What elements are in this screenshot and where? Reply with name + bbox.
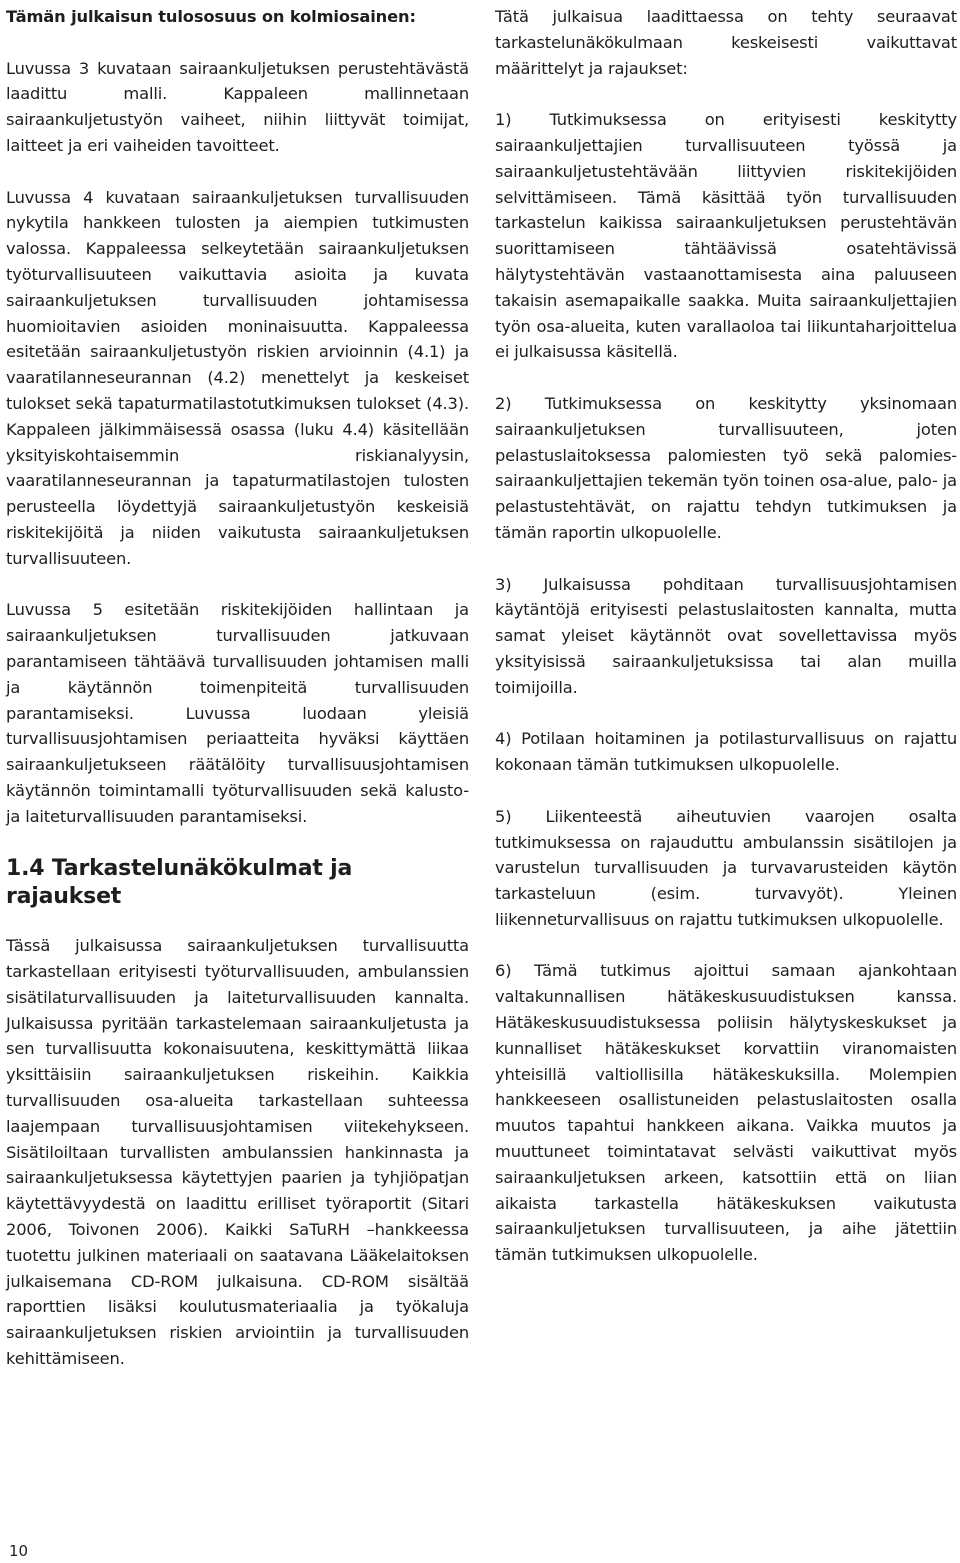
list-item: 4) Potilaan hoitaminen ja potilasturvallisuus on rajattu kokonaan tämän tutkimuksen ulkopuolelle. [495, 729, 957, 775]
page-number: 10 [9, 1542, 29, 1560]
list-item: 6) Tämä tutkimus ajoittui samaan ajankohtaan valtakunnallisen hätäkeskusuudistuksen kanssa. Hätäkeskusuudistuksessa poliisin hälytyskeskukset ja kunnalliset hätäkeskukset korvattiin viranomaisten yhteisillä valtiollisilla hätäkeskuksilla. Molempien hankkeeseen osallistuneiden pelastuslaitosten osalla muutos tapahtui hankkeen aikana. Vaikka muutos ja muuttuneet toimintatavat selvästi vaikuttivat myös sairaankuljetuksen arkeen, katsottiin että on liian aikaista tarkastella hätäkeskuksen vaikutusta sairaankuljetuksen turvallisuuteen, ja aihe jätettiin tämän tutkimuksen ulkopuolelle. [495, 961, 957, 1265]
section-heading: 1.4 Tarkastelunäkökulmat ja rajaukset [6, 856, 353, 910]
section-paragraph: Tässä julkaisussa sairaankuljetuksen turvallisuutta tarkastellaan erityisesti työturvallisuuden, ambulanssien sisätilaturvallisuuden ja laiteturvallisuuden kannalta. Julkaisussa pyritään tarkastelemaan sairaankuljetusta ja sen turvallisuutta kokonaisuutena, keskittymättä liikaa yksittäisiin sairaankuljetuksen riskeihin. Kaikkia turvallisuuden osa-alueita tarkastellaan suhteessa laajempaan turvallisuusjohtamisen viitekehykseen. Sisätiloiltaan turvallisten ambulanssien hankinnasta ja sairaankuljetuksessa käytettyjen paarien ja tyhjiöpatjan käytettävyydestä on laadittu erilliset työraportit (Sitari 2006, Toivonen 2006). Kaikki SaTuRH –hankkeessa tuotettu julkinen materiaali on saatavana Lääkelaitoksen julkaisemana CD-ROM julkaisuna. CD-ROM sisältää raporttien lisäksi koulutusmateriaalia ja työkaluja sairaankuljetuksen riskien arviointiin ja turvallisuuden kehittämiseen. [6, 936, 469, 1369]
paragraph-chapter-4: Luvussa 4 kuvataan sairaankuljetuksen turvallisuuden nykytila hankkeen tulosten ja aiempien tutkimusten valossa. Kappaleessa selkeytetään sairaankuljetuksen työturvallisuuteen vaikuttavia asioita ja kuvata sairaankuljetuksen turvallisuuden johtamisessa huomioitavien asioiden moninaisuutta. Kappaleessa esitetään sairaankuljetustyön riskien arvioinnin (4.1) ja vaaratilanneseurannan (4.2) menettelyt ja keskeiset tulokset sekä tapaturmatilastotutkimuksen tulokset (4.3). Kappaleen jälkimmäisessä osassa (luku 4.4) käsitellään yksityiskohtaisemmin riskianalyysin, vaaratilanneseurannan ja tapaturmatilastojen tulosten perusteella löydettyjä sairaankuljetustyön keskeisiä riskitekijöitä ja niiden vaikutusta sairaankuljetuksen turvallisuuteen. [6, 187, 469, 568]
paragraph-chapter-3: Luvussa 3 kuvataan sairaankuljetuksen perustehtävästä laadittu malli. Kappaleen mallinnetaan sairaankuljetustyön vaiheet, niihin liittyvät toimijat, laitteet ja eri vaiheiden tavoitteet. [6, 58, 469, 155]
list-item: 1) Tutkimuksessa on erityisesti keskitytty sairaankuljettajien turvallisuuteen työssä ja sairaankuljetustehtävään liittyvien riskitekijöiden selvittämiseen. Tämä käsittää työn turvallisuuden tarkastelun kaikissa sairaankuljetuksen perustehtävän suorittamiseen tähtäävissä osatehtävissä hälytystehtävän vastaanottamisesta aina paluuseen takaisin asemapaikalle saakka. Muita sairaankuljettajien työn osa-alueita, kuten varallaoloa tai liikuntaharjoittelua ei julkaisussa käsitellä. [495, 110, 957, 362]
paragraph-chapter-5: Luvussa 5 esitetään riskitekijöiden hallintaan ja sairaankuljetuksen turvallisuuden jatkuvaan parantamiseen tähtäävä turvallisuuden johtamisen malli ja käytännön toimenpiteitä turvallisuuden parantamiseksi. Luvussa luodaan yleisiä turvallisuusjohtamisen periaatteita hyväksi käyttäen sairaankuljetukseen räätälöity turvallisuusjohtamisen käytännön toimintamalli työturvallisuuden sekä kalusto- ja laiteturvallisuuden parantamiseksi. [6, 600, 469, 826]
left-column [6, 4, 469, 1398]
right-column [495, 4, 957, 1294]
list-item: 2) Tutkimuksessa on keskitytty yksinomaan sairaankuljetuksen turvallisuuteen, joten pelastuslaitoksessa palomiesten työ sekä palomies-sairaankuljettajien tekemän työn toinen osa-alue, palo- ja pelastustehtävät, on rajattu tehdyn tutkimuksen ja tämän raportin ulkopuolelle. [495, 393, 957, 542]
intro-heading: Tämän julkaisun tulososuus on kolmiosainen: [6, 7, 416, 26]
list-item: 5) Liikenteestä aiheutuvien vaarojen osalta tutkimuksessa on rajauduttu ambulanssin sisätilojen ja varustelun turvallisuuden ja turvavarusteiden käytön tarkasteluun (esim. turvavyöt). Yleinen liikenneturvallisuus on rajattu tutkimuksen ulkopuolelle. [495, 806, 957, 929]
right-intro: Tätä julkaisua laadittaessa on tehty seuraavat tarkastelunäkökulmaan keskeisesti vaikuttavat määrittelyt ja rajaukset: [495, 7, 957, 78]
list-item: 3) Julkaisussa pohditaan turvallisuusjohtamisen käytäntöjä erityisesti pelastuslaitosten kannalta, mutta samat yleiset käytännöt ovat sovellettavissa myös yksityisissä sairaankuljetuksissa tai alan muilla toimijoilla. [495, 574, 957, 697]
